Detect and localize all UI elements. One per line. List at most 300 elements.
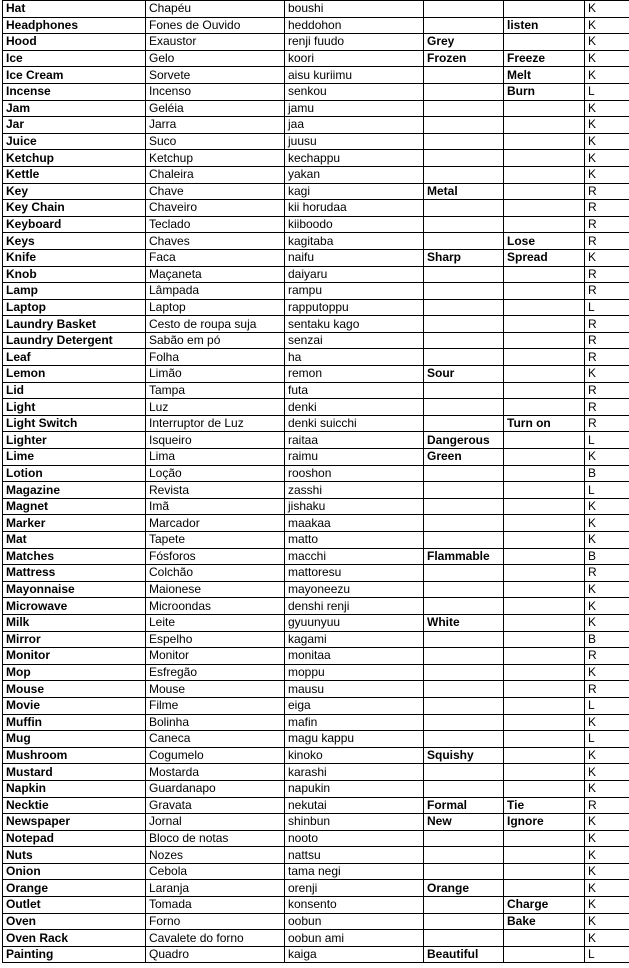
- table-row: [3, 946, 629, 963]
- adjective-cell: [424, 780, 504, 797]
- verb-cell: [504, 100, 585, 117]
- portuguese-cell: Gelo: [146, 50, 285, 67]
- japanese-cell: maakaa: [285, 515, 424, 532]
- portuguese-cell: Microondas: [146, 598, 285, 615]
- verb-cell: [504, 166, 585, 183]
- japanese-cell: yakan: [285, 166, 424, 183]
- code-cell: K: [585, 780, 629, 797]
- japanese-cell: nooto: [285, 830, 424, 847]
- verb-cell: [504, 382, 585, 399]
- japanese-cell: magu kappu: [285, 731, 424, 748]
- japanese-cell: futa: [285, 382, 424, 399]
- english-cell: Newspaper: [3, 814, 146, 831]
- adjective-cell: [424, 117, 504, 134]
- adjective-cell: Frozen: [424, 50, 504, 67]
- english-cell: Marker: [3, 515, 146, 532]
- code-cell: R: [585, 399, 629, 416]
- verb-cell: [504, 349, 585, 366]
- table-row: [3, 565, 629, 582]
- japanese-cell: juusu: [285, 133, 424, 150]
- code-cell: K: [585, 764, 629, 781]
- adjective-cell: New: [424, 814, 504, 831]
- code-cell: R: [585, 183, 629, 200]
- adjective-cell: [424, 731, 504, 748]
- japanese-cell: kagitaba: [285, 233, 424, 250]
- portuguese-cell: Chave: [146, 183, 285, 200]
- english-cell: Laundry Detergent: [3, 332, 146, 349]
- portuguese-cell: Monitor: [146, 648, 285, 665]
- table-row: [3, 747, 629, 764]
- verb-cell: Spread: [504, 249, 585, 266]
- adjective-cell: Grey: [424, 34, 504, 51]
- english-cell: Key: [3, 183, 146, 200]
- verb-cell: [504, 847, 585, 864]
- table-row: [3, 366, 629, 383]
- adjective-cell: [424, 681, 504, 698]
- english-cell: Mushroom: [3, 747, 146, 764]
- portuguese-cell: Ketchup: [146, 150, 285, 167]
- portuguese-cell: Marcador: [146, 515, 285, 532]
- english-cell: Lime: [3, 449, 146, 466]
- japanese-cell: mayoneezu: [285, 581, 424, 598]
- japanese-cell: jishaku: [285, 498, 424, 515]
- verb-cell: [504, 1, 585, 18]
- verb-cell: [504, 764, 585, 781]
- verb-cell: Lose: [504, 233, 585, 250]
- code-cell: K: [585, 863, 629, 880]
- english-cell: Orange: [3, 880, 146, 897]
- portuguese-cell: Fones de Ouvido: [146, 17, 285, 34]
- table-row: [3, 681, 629, 698]
- table-row: [3, 266, 629, 283]
- japanese-cell: remon: [285, 366, 424, 383]
- code-cell: R: [585, 283, 629, 300]
- portuguese-cell: Limão: [146, 366, 285, 383]
- adjective-cell: Green: [424, 449, 504, 466]
- adjective-cell: [424, 1, 504, 18]
- japanese-cell: denki suicchi: [285, 415, 424, 432]
- portuguese-cell: Cavalete do forno: [146, 930, 285, 947]
- adjective-cell: [424, 150, 504, 167]
- portuguese-cell: Suco: [146, 133, 285, 150]
- japanese-cell: naifu: [285, 249, 424, 266]
- verb-cell: Charge: [504, 897, 585, 914]
- table-row: [3, 449, 629, 466]
- japanese-cell: boushi: [285, 1, 424, 18]
- portuguese-cell: Chaveiro: [146, 200, 285, 217]
- code-cell: K: [585, 515, 629, 532]
- english-cell: Ice: [3, 50, 146, 67]
- japanese-cell: rampu: [285, 283, 424, 300]
- portuguese-cell: Faca: [146, 249, 285, 266]
- verb-cell: [504, 316, 585, 333]
- adjective-cell: [424, 382, 504, 399]
- adjective-cell: [424, 299, 504, 316]
- verb-cell: Tie: [504, 797, 585, 814]
- code-cell: K: [585, 847, 629, 864]
- japanese-cell: karashi: [285, 764, 424, 781]
- japanese-cell: raimu: [285, 449, 424, 466]
- english-cell: Outlet: [3, 897, 146, 914]
- portuguese-cell: Esfregão: [146, 664, 285, 681]
- code-cell: R: [585, 266, 629, 283]
- japanese-cell: gyuunyuu: [285, 614, 424, 631]
- english-cell: Juice: [3, 133, 146, 150]
- adjective-cell: [424, 266, 504, 283]
- verb-cell: [504, 482, 585, 499]
- japanese-cell: moppu: [285, 664, 424, 681]
- adjective-cell: [424, 913, 504, 930]
- verb-cell: [504, 946, 585, 963]
- portuguese-cell: Folha: [146, 349, 285, 366]
- table-row: [3, 166, 629, 183]
- code-cell: K: [585, 498, 629, 515]
- table-row: [3, 482, 629, 499]
- portuguese-cell: Sorvete: [146, 67, 285, 84]
- table-row: [3, 382, 629, 399]
- japanese-cell: jamu: [285, 100, 424, 117]
- adjective-cell: [424, 847, 504, 864]
- portuguese-cell: Quadro: [146, 946, 285, 963]
- code-cell: K: [585, 814, 629, 831]
- adjective-cell: [424, 930, 504, 947]
- portuguese-cell: Laranja: [146, 880, 285, 897]
- english-cell: Lighter: [3, 432, 146, 449]
- portuguese-cell: Tapete: [146, 532, 285, 549]
- table-row: [3, 415, 629, 432]
- vocabulary-table: [2, 0, 629, 963]
- table-row: [3, 465, 629, 482]
- adjective-cell: [424, 17, 504, 34]
- portuguese-cell: Maionese: [146, 581, 285, 598]
- table-row: [3, 631, 629, 648]
- adjective-cell: Beautiful: [424, 946, 504, 963]
- code-cell: B: [585, 465, 629, 482]
- english-cell: Onion: [3, 863, 146, 880]
- adjective-cell: [424, 349, 504, 366]
- japanese-cell: macchi: [285, 548, 424, 565]
- table-row: [3, 863, 629, 880]
- portuguese-cell: Jornal: [146, 814, 285, 831]
- adjective-cell: [424, 714, 504, 731]
- verb-cell: [504, 863, 585, 880]
- vocabulary-table-body: [3, 1, 629, 963]
- adjective-cell: [424, 631, 504, 648]
- english-cell: Mayonnaise: [3, 581, 146, 598]
- japanese-cell: mafin: [285, 714, 424, 731]
- code-cell: R: [585, 415, 629, 432]
- code-cell: K: [585, 17, 629, 34]
- portuguese-cell: Lâmpada: [146, 283, 285, 300]
- table-row: [3, 598, 629, 615]
- adjective-cell: [424, 697, 504, 714]
- english-cell: Mustard: [3, 764, 146, 781]
- table-row: [3, 930, 629, 947]
- english-cell: Incense: [3, 83, 146, 100]
- english-cell: Lamp: [3, 283, 146, 300]
- table-row: [3, 664, 629, 681]
- verb-cell: [504, 366, 585, 383]
- adjective-cell: [424, 200, 504, 217]
- japanese-cell: nattsu: [285, 847, 424, 864]
- english-cell: Hat: [3, 1, 146, 18]
- table-row: [3, 399, 629, 416]
- english-cell: Keys: [3, 233, 146, 250]
- table-row: [3, 830, 629, 847]
- code-cell: K: [585, 133, 629, 150]
- portuguese-cell: Gravata: [146, 797, 285, 814]
- adjective-cell: [424, 83, 504, 100]
- table-row: [3, 34, 629, 51]
- code-cell: K: [585, 100, 629, 117]
- english-cell: Keyboard: [3, 216, 146, 233]
- code-cell: K: [585, 449, 629, 466]
- portuguese-cell: Fósforos: [146, 548, 285, 565]
- japanese-cell: denshi renji: [285, 598, 424, 615]
- english-cell: Muffin: [3, 714, 146, 731]
- japanese-cell: daiyaru: [285, 266, 424, 283]
- code-cell: L: [585, 731, 629, 748]
- adjective-cell: [424, 399, 504, 416]
- adjective-cell: [424, 100, 504, 117]
- verb-cell: [504, 747, 585, 764]
- verb-cell: [504, 183, 585, 200]
- english-cell: Ice Cream: [3, 67, 146, 84]
- english-cell: Headphones: [3, 17, 146, 34]
- portuguese-cell: Tomada: [146, 897, 285, 914]
- verb-cell: [504, 498, 585, 515]
- code-cell: L: [585, 299, 629, 316]
- code-cell: K: [585, 166, 629, 183]
- table-row: [3, 283, 629, 300]
- portuguese-cell: Sabão em pó: [146, 332, 285, 349]
- adjective-cell: Orange: [424, 880, 504, 897]
- portuguese-cell: Cesto de roupa suja: [146, 316, 285, 333]
- verb-cell: Turn on: [504, 415, 585, 432]
- table-row: [3, 216, 629, 233]
- japanese-cell: kechappu: [285, 150, 424, 167]
- japanese-cell: napukin: [285, 780, 424, 797]
- japanese-cell: oobun: [285, 913, 424, 930]
- table-row: [3, 548, 629, 565]
- verb-cell: [504, 581, 585, 598]
- table-row: [3, 233, 629, 250]
- table-row: [3, 183, 629, 200]
- verb-cell: Bake: [504, 913, 585, 930]
- verb-cell: [504, 648, 585, 665]
- code-cell: K: [585, 830, 629, 847]
- japanese-cell: mausu: [285, 681, 424, 698]
- table-row: [3, 515, 629, 532]
- portuguese-cell: Isqueiro: [146, 432, 285, 449]
- adjective-cell: [424, 482, 504, 499]
- verb-cell: [504, 133, 585, 150]
- code-cell: L: [585, 697, 629, 714]
- table-row: [3, 714, 629, 731]
- english-cell: Matches: [3, 548, 146, 565]
- portuguese-cell: Laptop: [146, 299, 285, 316]
- verb-cell: [504, 332, 585, 349]
- portuguese-cell: Teclado: [146, 216, 285, 233]
- japanese-cell: zasshi: [285, 482, 424, 499]
- japanese-cell: heddohon: [285, 17, 424, 34]
- adjective-cell: [424, 233, 504, 250]
- japanese-cell: jaa: [285, 117, 424, 134]
- japanese-cell: kagi: [285, 183, 424, 200]
- portuguese-cell: Cogumelo: [146, 747, 285, 764]
- code-cell: K: [585, 1, 629, 18]
- english-cell: Movie: [3, 697, 146, 714]
- portuguese-cell: Chaves: [146, 233, 285, 250]
- english-cell: Jam: [3, 100, 146, 117]
- english-cell: Oven Rack: [3, 930, 146, 947]
- english-cell: Key Chain: [3, 200, 146, 217]
- japanese-cell: sentaku kago: [285, 316, 424, 333]
- verb-cell: [504, 930, 585, 947]
- verb-cell: [504, 830, 585, 847]
- adjective-cell: [424, 863, 504, 880]
- code-cell: L: [585, 432, 629, 449]
- table-row: [3, 764, 629, 781]
- japanese-cell: konsento: [285, 897, 424, 914]
- japanese-cell: rapputoppu: [285, 299, 424, 316]
- adjective-cell: [424, 283, 504, 300]
- portuguese-cell: Forno: [146, 913, 285, 930]
- english-cell: Nuts: [3, 847, 146, 864]
- japanese-cell: oobun ami: [285, 930, 424, 947]
- english-cell: Microwave: [3, 598, 146, 615]
- verb-cell: listen: [504, 17, 585, 34]
- portuguese-cell: Lima: [146, 449, 285, 466]
- english-cell: Lemon: [3, 366, 146, 383]
- japanese-cell: matto: [285, 532, 424, 549]
- table-row: [3, 897, 629, 914]
- verb-cell: [504, 714, 585, 731]
- adjective-cell: [424, 581, 504, 598]
- verb-cell: [504, 565, 585, 582]
- english-cell: Leaf: [3, 349, 146, 366]
- japanese-cell: senkou: [285, 83, 424, 100]
- table-row: [3, 150, 629, 167]
- japanese-cell: tama negi: [285, 863, 424, 880]
- verb-cell: Melt: [504, 67, 585, 84]
- portuguese-cell: Bolinha: [146, 714, 285, 731]
- english-cell: Mug: [3, 731, 146, 748]
- verb-cell: [504, 449, 585, 466]
- english-cell: Necktie: [3, 797, 146, 814]
- english-cell: Jar: [3, 117, 146, 134]
- portuguese-cell: Caneca: [146, 731, 285, 748]
- code-cell: R: [585, 648, 629, 665]
- verb-cell: [504, 117, 585, 134]
- adjective-cell: [424, 216, 504, 233]
- verb-cell: [504, 266, 585, 283]
- code-cell: K: [585, 664, 629, 681]
- verb-cell: [504, 515, 585, 532]
- japanese-cell: eiga: [285, 697, 424, 714]
- verb-cell: [504, 532, 585, 549]
- adjective-cell: [424, 565, 504, 582]
- adjective-cell: [424, 332, 504, 349]
- english-cell: Lotion: [3, 465, 146, 482]
- english-cell: Lid: [3, 382, 146, 399]
- adjective-cell: [424, 67, 504, 84]
- japanese-cell: shinbun: [285, 814, 424, 831]
- english-cell: Laundry Basket: [3, 316, 146, 333]
- english-cell: Knife: [3, 249, 146, 266]
- verb-cell: [504, 465, 585, 482]
- verb-cell: [504, 681, 585, 698]
- table-row: [3, 581, 629, 598]
- english-cell: Milk: [3, 614, 146, 631]
- japanese-cell: nekutai: [285, 797, 424, 814]
- code-cell: K: [585, 913, 629, 930]
- japanese-cell: denki: [285, 399, 424, 416]
- code-cell: K: [585, 532, 629, 549]
- table-row: [3, 17, 629, 34]
- verb-cell: [504, 283, 585, 300]
- english-cell: Monitor: [3, 648, 146, 665]
- code-cell: K: [585, 614, 629, 631]
- table-row: [3, 200, 629, 217]
- table-row: [3, 614, 629, 631]
- english-cell: Hood: [3, 34, 146, 51]
- english-cell: Mouse: [3, 681, 146, 698]
- code-cell: R: [585, 349, 629, 366]
- portuguese-cell: Jarra: [146, 117, 285, 134]
- code-cell: B: [585, 631, 629, 648]
- english-cell: Kettle: [3, 166, 146, 183]
- code-cell: K: [585, 714, 629, 731]
- table-row: [3, 50, 629, 67]
- code-cell: R: [585, 316, 629, 333]
- japanese-cell: kiiboodo: [285, 216, 424, 233]
- english-cell: Napkin: [3, 780, 146, 797]
- japanese-cell: kaiga: [285, 946, 424, 963]
- table-row: [3, 880, 629, 897]
- portuguese-cell: Chapéu: [146, 1, 285, 18]
- verb-cell: [504, 880, 585, 897]
- portuguese-cell: Nozes: [146, 847, 285, 864]
- portuguese-cell: Incenso: [146, 83, 285, 100]
- adjective-cell: [424, 764, 504, 781]
- verb-cell: [504, 697, 585, 714]
- code-cell: K: [585, 581, 629, 598]
- code-cell: K: [585, 117, 629, 134]
- table-row: [3, 731, 629, 748]
- adjective-cell: [424, 415, 504, 432]
- verb-cell: [504, 664, 585, 681]
- verb-cell: [504, 614, 585, 631]
- table-row: [3, 332, 629, 349]
- code-cell: K: [585, 249, 629, 266]
- portuguese-cell: Mostarda: [146, 764, 285, 781]
- verb-cell: [504, 780, 585, 797]
- verb-cell: Burn: [504, 83, 585, 100]
- table-row: [3, 648, 629, 665]
- table-row: [3, 299, 629, 316]
- portuguese-cell: Loção: [146, 465, 285, 482]
- japanese-cell: kinoko: [285, 747, 424, 764]
- adjective-cell: White: [424, 614, 504, 631]
- english-cell: Laptop: [3, 299, 146, 316]
- adjective-cell: [424, 465, 504, 482]
- adjective-cell: [424, 897, 504, 914]
- portuguese-cell: Luz: [146, 399, 285, 416]
- table-row: [3, 249, 629, 266]
- code-cell: L: [585, 946, 629, 963]
- english-cell: Knob: [3, 266, 146, 283]
